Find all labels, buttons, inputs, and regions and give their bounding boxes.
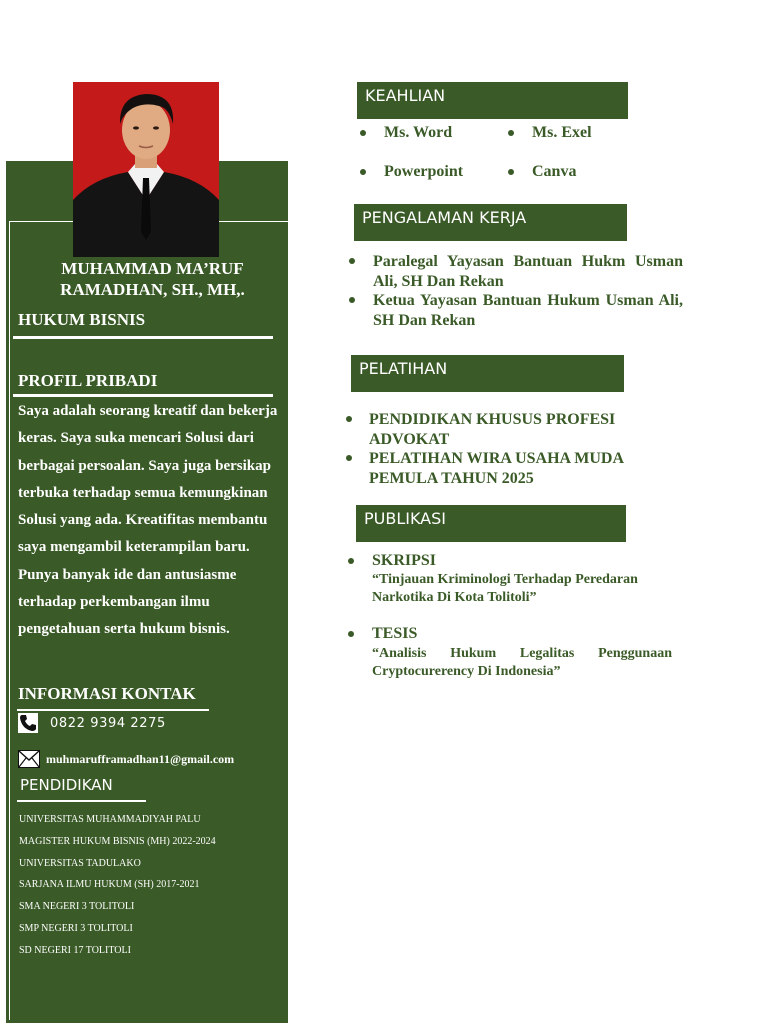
bullet <box>348 558 354 564</box>
training-item: PELATIHAN WIRA USAHA MUDA PEMULA TAHUN 2025 <box>369 450 624 487</box>
publication-desc: “Analisis Hukum Legalitas Penggunaan Cryptocurerency Di Indonesia” <box>372 646 672 679</box>
bullet <box>508 130 514 136</box>
bullet <box>346 416 352 422</box>
contact-rule <box>17 709 209 711</box>
education-item: SMP NEGERI 3 TOLITOLI <box>19 922 133 934</box>
education-title: PENDIDIKAN <box>20 776 113 794</box>
phone-row <box>18 713 166 733</box>
email-address[interactable]: muhmarufframadhan11@gmail.com <box>46 751 235 766</box>
bullet <box>349 297 355 303</box>
bullet <box>346 455 352 461</box>
skill-item: Ms. Word <box>384 124 453 141</box>
education-rule <box>17 800 146 802</box>
bullet <box>349 258 355 264</box>
profile-title: PROFIL PRIBADI <box>18 371 158 390</box>
phone-icon <box>18 713 38 733</box>
publication-type: SKRIPSI <box>372 552 437 569</box>
experience-item: Paralegal Yayasan Bantuan Hukm Usman Ali, SH Dan Rekan <box>373 253 683 290</box>
training-item: PENDIDIKAN KHUSUS PROFESI ADVOKAT <box>369 411 616 448</box>
profile-photo <box>73 82 219 257</box>
experience-header: PENGALAMAN KERJA <box>354 204 627 241</box>
job-title: HUKUM BISNIS <box>18 310 146 329</box>
training-header: PELATIHAN <box>351 355 624 392</box>
bullet <box>348 631 354 637</box>
education-item: SMA NEGERI 3 TOLITOLI <box>19 901 135 913</box>
contact-title: INFORMASI KONTAK <box>18 684 196 703</box>
education-item: SD NEGERI 17 TOLITOLI <box>19 944 131 956</box>
skill-item: Canva <box>532 163 577 180</box>
skill-item: Powerpoint <box>384 163 464 180</box>
education-item: MAGISTER HUKUM BISNIS (MH) 2022-2024 <box>19 835 216 847</box>
envelope-icon <box>18 750 40 768</box>
education-item: UNIVERSITAS MUHAMMADIYAH PALU <box>19 814 201 825</box>
profile-rule <box>13 394 273 397</box>
profile-text: Saya adalah seorang kreatif dan bekerja keras. Saya suka mencari Solusi dari berbagai persoalan. Saya juga bersikap terbuka terhadap semua kemungkinan Solusi yang ada. Kreatifitas membantu saya mengambil keterampilan baru. Punya banyak ide dan antusiasme terhadap perkembangan ilmu pengetahuan serta hukum bisnis. <box>18 403 278 638</box>
phone-number: 0822 9394 2275 <box>50 715 166 731</box>
publication-type: TESIS <box>372 625 418 642</box>
education-list <box>19 811 216 964</box>
education-item: SARJANA ILMU HUKUM (SH) 2017-2021 <box>19 879 200 891</box>
job-title-rule <box>13 336 273 339</box>
sidebar-border <box>9 222 10 1020</box>
publication-desc: “Tinjauan Kriminologi Terhadap Peredaran Narkotika Di Kota Tolitoli” <box>372 572 638 605</box>
skills-header: KEAHLIAN <box>355 82 628 119</box>
bullet <box>508 169 514 175</box>
email-row <box>18 750 234 768</box>
experience-item: Ketua Yayasan Bantuan Hukum Usman Ali, SH Dan Rekan <box>373 292 683 329</box>
education-item: UNIVERSITAS TADULAKO <box>19 857 141 869</box>
bullet <box>360 130 366 136</box>
skill-item: Ms. Exel <box>532 124 592 141</box>
publications-header: PUBLIKASI <box>354 505 626 542</box>
bullet <box>360 169 366 175</box>
full-name: MUHAMMAD MA’RUF RAMADHAN, SH., MH,. <box>60 259 245 299</box>
